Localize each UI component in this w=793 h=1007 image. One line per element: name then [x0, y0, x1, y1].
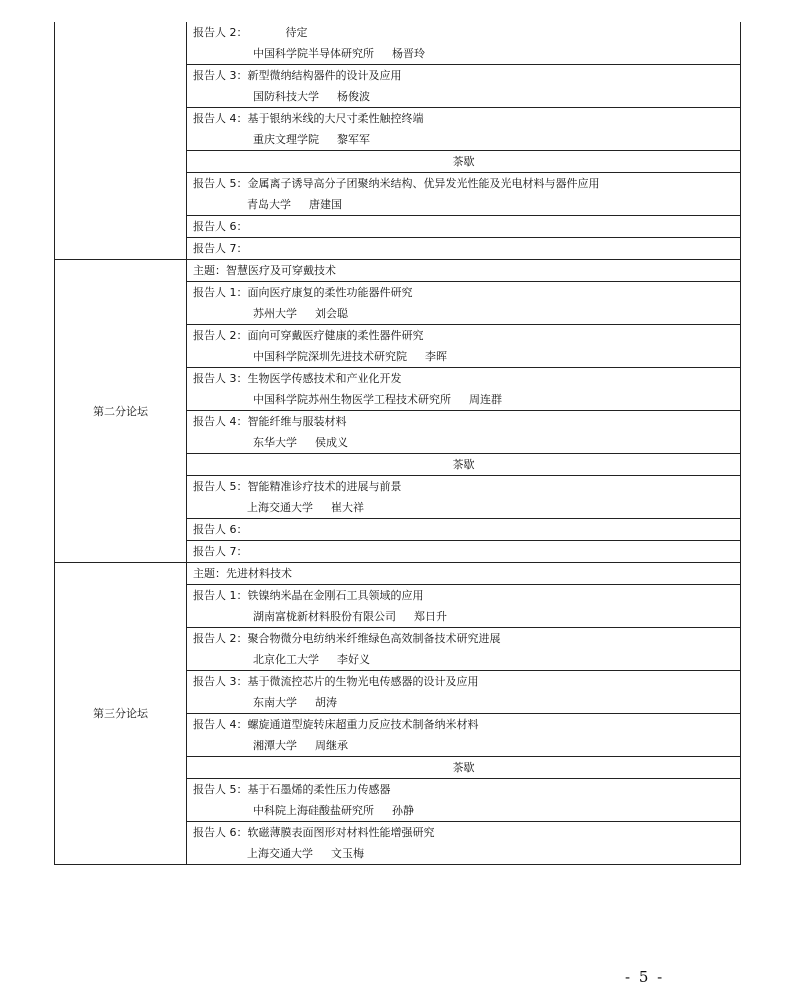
- speaker-slot-empty: 报告人 6：: [187, 519, 741, 541]
- forum-name: [55, 22, 187, 260]
- speaker-name: 侯成义: [315, 436, 348, 449]
- talk-title: 基于微流控芯片的生物光电传感器的设计及应用: [247, 675, 479, 688]
- talk-heading: [193, 628, 734, 649]
- talk-title: 新型微纳结构器件的设计及应用: [247, 69, 402, 82]
- talk-affiliation-line: [193, 800, 734, 821]
- affiliation: 重庆文理学院: [253, 133, 319, 146]
- speaker-slot-empty: 报告人 6：: [187, 216, 741, 238]
- speaker-name: 黎军军: [337, 133, 370, 146]
- talk-cell: [187, 822, 741, 865]
- speaker-label: 报告人 3：: [193, 69, 248, 82]
- talk-title: 生物医学传感技术和产业化开发: [247, 372, 402, 385]
- talk-affiliation-line: [193, 43, 734, 64]
- speaker-name: 刘会聪: [315, 307, 348, 320]
- talk-title: 铁镍纳米晶在金刚石工具领域的应用: [247, 589, 424, 602]
- talk-affiliation-line: [193, 303, 734, 324]
- affiliation: 上海交通大学: [247, 501, 313, 514]
- talk-title: 螺旋通道型旋转床超重力反应技术制备纳米材料: [247, 718, 479, 731]
- speaker-label: 报告人 4：: [193, 415, 248, 428]
- affiliation: 湘潭大学: [253, 739, 297, 752]
- talk-heading: [193, 779, 734, 800]
- speaker-label: 报告人 3：: [193, 372, 248, 385]
- talk-title: 待定: [285, 26, 308, 39]
- schedule-table: [54, 22, 741, 865]
- speaker-name: 杨晋玲: [392, 47, 425, 60]
- talk-cell: [187, 108, 741, 151]
- speaker-label: 报告人 2：: [193, 26, 248, 39]
- talk-affiliation-line: [193, 843, 734, 864]
- talk-title: 智能精准诊疗技术的进展与前景: [247, 480, 402, 493]
- talk-title: 智能纤维与服装材料: [247, 415, 347, 428]
- talk-heading: [193, 714, 734, 735]
- affiliation: 中国科学院苏州生物医学工程技术研究所: [253, 393, 451, 406]
- talk-heading: [193, 173, 734, 194]
- affiliation: 中科院上海硅酸盐研究所: [253, 804, 374, 817]
- speaker-label: 报告人 1：: [193, 286, 248, 299]
- talk-cell: [187, 476, 741, 519]
- talk-cell: [187, 671, 741, 714]
- schedule-row: [55, 22, 741, 65]
- talk-affiliation-line: [193, 735, 734, 756]
- talk-title: 基于银纳米线的大尺寸柔性触控终端: [247, 112, 424, 125]
- talk-title: 面向医疗康复的柔性功能器件研究: [247, 286, 413, 299]
- speaker-name: 李晖: [425, 350, 447, 363]
- tea-break: 茶歇: [187, 454, 741, 476]
- speaker-name: 孙静: [392, 804, 414, 817]
- speaker-name: 胡涛: [315, 696, 337, 709]
- talk-heading: [193, 282, 734, 303]
- speaker-name: 唐建国: [309, 198, 342, 211]
- affiliation: 国防科技大学: [253, 90, 319, 103]
- talk-heading: [193, 325, 734, 346]
- speaker-name: 崔大祥: [331, 501, 364, 514]
- talk-title: 基于石墨烯的柔性压力传感器: [247, 783, 391, 796]
- talk-heading: [193, 585, 734, 606]
- talk-heading: [193, 476, 734, 497]
- tea-break: 茶歇: [187, 757, 741, 779]
- speaker-label: 报告人 6：: [193, 826, 248, 839]
- talk-affiliation-line: [193, 129, 734, 150]
- page-number: - 5 -: [625, 968, 665, 986]
- speaker-name: 李好义: [337, 653, 370, 666]
- affiliation: 湖南富栊新材料股份有限公司: [253, 610, 396, 623]
- tea-break: 茶歇: [187, 151, 741, 173]
- speaker-name: 周继承: [315, 739, 348, 752]
- speaker-label: 报告人 3：: [193, 675, 248, 688]
- affiliation: 中国科学院深圳先进技术研究院: [253, 350, 407, 363]
- speaker-name: 郑日升: [414, 610, 447, 623]
- talk-affiliation-line: [193, 346, 734, 367]
- talk-affiliation-line: [193, 692, 734, 713]
- speaker-name: 周连群: [469, 393, 502, 406]
- speaker-label: 报告人 4：: [193, 112, 248, 125]
- talk-cell: [187, 282, 741, 325]
- talk-title: 聚合物微分电纺纳米纤维绿色高效制备技术研究进展: [247, 632, 501, 645]
- speaker-slot-empty: 报告人 7：: [187, 238, 741, 260]
- talk-cell: [187, 585, 741, 628]
- affiliation: 青岛大学: [247, 198, 291, 211]
- talk-cell: [187, 173, 741, 216]
- talk-cell: [187, 325, 741, 368]
- affiliation: 东华大学: [253, 436, 297, 449]
- talk-affiliation-line: [193, 497, 734, 518]
- talk-cell: [187, 368, 741, 411]
- talk-affiliation-line: [193, 389, 734, 410]
- affiliation: 东南大学: [253, 696, 297, 709]
- talk-cell: [187, 411, 741, 454]
- speaker-name: 杨俊波: [337, 90, 370, 103]
- forum-topic: 主题：先进材料技术: [187, 563, 741, 585]
- talk-title: 面向可穿戴医疗健康的柔性器件研究: [247, 329, 424, 342]
- forum-topic: 主题：智慧医疗及可穿戴技术: [187, 260, 741, 282]
- talk-heading: [193, 368, 734, 389]
- speaker-label: 报告人 1：: [193, 589, 248, 602]
- talk-cell: [187, 65, 741, 108]
- speaker-label: 报告人 5：: [193, 783, 248, 796]
- speaker-label: 报告人 4：: [193, 718, 248, 731]
- forum-name: 第三分论坛: [55, 563, 187, 865]
- talk-affiliation-line: [193, 606, 734, 627]
- affiliation: 上海交通大学: [247, 847, 313, 860]
- talk-heading: [193, 108, 734, 129]
- schedule-row: [55, 563, 741, 585]
- talk-heading: [193, 22, 734, 43]
- talk-affiliation-line: [193, 194, 734, 215]
- talk-affiliation-line: [193, 649, 734, 670]
- speaker-label: 报告人 2：: [193, 632, 248, 645]
- talk-cell: [187, 714, 741, 757]
- speaker-label: 报告人 2：: [193, 329, 248, 342]
- talk-heading: [193, 411, 734, 432]
- talk-heading: [193, 822, 734, 843]
- talk-cell: [187, 779, 741, 822]
- schedule-row: [55, 260, 741, 282]
- forum-name: 第二分论坛: [55, 260, 187, 563]
- talk-heading: [193, 671, 734, 692]
- affiliation: 中国科学院半导体研究所: [253, 47, 374, 60]
- speaker-label: 报告人 5：: [193, 177, 248, 190]
- talk-cell: [187, 22, 741, 65]
- talk-heading: [193, 65, 734, 86]
- talk-cell: [187, 628, 741, 671]
- talk-title: 金属离子诱导高分子团聚纳米结构、优异发光性能及光电材料与器件应用: [247, 177, 600, 190]
- speaker-name: 文玉梅: [331, 847, 364, 860]
- affiliation: 苏州大学: [253, 307, 297, 320]
- speaker-label: 报告人 5：: [193, 480, 248, 493]
- talk-affiliation-line: [193, 432, 734, 453]
- speaker-slot-empty: 报告人 7：: [187, 541, 741, 563]
- talk-title: 软磁薄膜表面图形对材料性能增强研究: [247, 826, 435, 839]
- talk-affiliation-line: [193, 86, 734, 107]
- affiliation: 北京化工大学: [253, 653, 319, 666]
